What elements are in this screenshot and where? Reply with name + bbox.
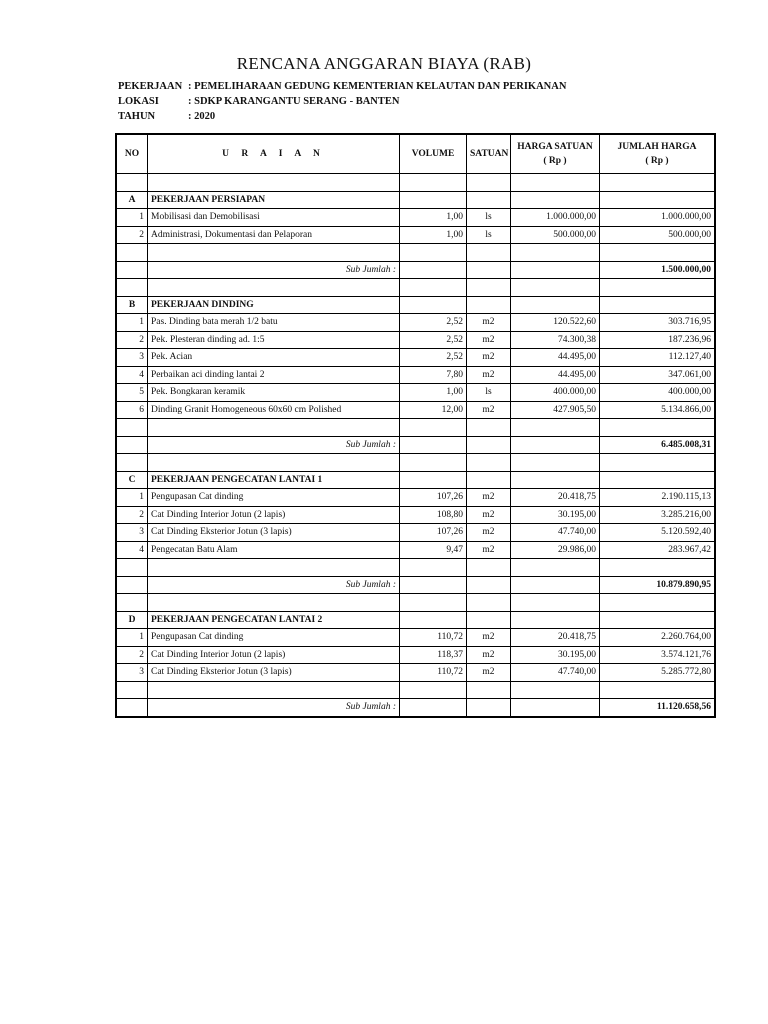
item-no: 6 <box>117 401 148 419</box>
empty-cell <box>148 559 400 577</box>
item-jumlah: 112.127,40 <box>600 349 715 367</box>
item-volume: 2,52 <box>400 314 467 332</box>
item-uraian: Pek. Acian <box>148 349 400 367</box>
empty-cell <box>600 191 715 209</box>
item-no: 2 <box>117 331 148 349</box>
empty-cell <box>511 576 600 594</box>
item-satuan: m2 <box>467 629 511 647</box>
item-volume: 118,37 <box>400 646 467 664</box>
empty-cell <box>467 681 511 699</box>
empty-cell <box>400 559 467 577</box>
spacer-row <box>117 244 715 262</box>
empty-cell <box>400 174 467 192</box>
item-uraian: Pengupasan Cat dinding <box>148 489 400 507</box>
item-no: 2 <box>117 506 148 524</box>
item-jumlah: 347.061,00 <box>600 366 715 384</box>
project-info-row <box>118 109 566 124</box>
item-uraian: Pek. Plesteran dinding ad. 1:5 <box>148 331 400 349</box>
item-uraian: Cat Dinding Interior Jotun (2 lapis) <box>148 506 400 524</box>
item-jumlah: 5.285.772,80 <box>600 664 715 682</box>
item-volume: 9,47 <box>400 541 467 559</box>
item-no: 5 <box>117 384 148 402</box>
empty-cell <box>400 279 467 297</box>
item-satuan: m2 <box>467 664 511 682</box>
empty-cell <box>600 611 715 629</box>
item-volume: 2,52 <box>400 349 467 367</box>
item-jumlah: 187.236,96 <box>600 331 715 349</box>
item-uraian: Cat Dinding Eksterior Jotun (3 lapis) <box>148 664 400 682</box>
empty-cell <box>117 174 148 192</box>
subtotal-row <box>117 261 715 279</box>
year-value: : 2020 <box>188 111 216 122</box>
project-label: PEKERJAAN <box>118 81 183 92</box>
item-volume: 1,00 <box>400 384 467 402</box>
table-row <box>117 314 715 332</box>
empty-cell <box>400 296 467 314</box>
empty-cell <box>511 419 600 437</box>
table-row <box>117 209 715 227</box>
empty-cell <box>400 699 467 717</box>
empty-cell <box>400 436 467 454</box>
project-value: : PEMELIHARAAN GEDUNG KEMENTERIAN KELAUTAN DAN PERIKANAN <box>188 81 567 92</box>
header-no: NO <box>117 135 148 174</box>
item-harga: 20.418,75 <box>511 629 600 647</box>
empty-cell <box>400 454 467 472</box>
empty-cell <box>467 261 511 279</box>
table-row <box>117 384 715 402</box>
empty-cell <box>511 191 600 209</box>
empty-cell <box>511 699 600 717</box>
item-uraian: Pengecatan Batu Alam <box>148 541 400 559</box>
empty-cell <box>600 244 715 262</box>
item-satuan: m2 <box>467 314 511 332</box>
empty-cell <box>467 174 511 192</box>
item-volume: 1,00 <box>400 226 467 244</box>
empty-cell <box>600 559 715 577</box>
item-jumlah: 3.285.216,00 <box>600 506 715 524</box>
item-volume: 1,00 <box>400 209 467 227</box>
section-code: B <box>117 296 148 314</box>
table-row <box>117 401 715 419</box>
empty-cell <box>511 471 600 489</box>
table-row <box>117 331 715 349</box>
item-harga: 30.195,00 <box>511 646 600 664</box>
empty-cell <box>148 174 400 192</box>
item-harga: 1.000.000,00 <box>511 209 600 227</box>
spacer-row <box>117 419 715 437</box>
subtotal-row <box>117 576 715 594</box>
item-harga: 74.300,38 <box>511 331 600 349</box>
item-no: 1 <box>117 314 148 332</box>
table-row <box>117 226 715 244</box>
empty-cell <box>400 576 467 594</box>
item-jumlah: 283.967,42 <box>600 541 715 559</box>
item-jumlah: 500.000,00 <box>600 226 715 244</box>
spacer-row <box>117 279 715 297</box>
item-satuan: m2 <box>467 331 511 349</box>
empty-cell <box>400 471 467 489</box>
empty-cell <box>117 594 148 612</box>
item-harga: 427.905,50 <box>511 401 600 419</box>
empty-cell <box>467 244 511 262</box>
header-jumlah <box>600 135 715 174</box>
item-satuan: ls <box>467 384 511 402</box>
empty-cell <box>400 419 467 437</box>
section-code: D <box>117 611 148 629</box>
empty-cell <box>467 576 511 594</box>
item-volume: 110,72 <box>400 629 467 647</box>
budget-table <box>116 134 715 717</box>
page-title: RENCANA ANGGARAN BIAYA (RAB) <box>236 54 532 73</box>
header-jumlah-unit: ( Rp ) <box>645 156 669 166</box>
empty-cell <box>600 594 715 612</box>
item-harga: 20.418,75 <box>511 489 600 507</box>
empty-cell <box>117 681 148 699</box>
item-jumlah: 2.260.764,00 <box>600 629 715 647</box>
item-uraian: Dinding Granit Homogeneous 60x60 cm Polished <box>148 401 400 419</box>
item-harga: 47.740,00 <box>511 664 600 682</box>
item-satuan: m2 <box>467 524 511 542</box>
item-satuan: m2 <box>467 366 511 384</box>
section-name: PEKERJAAN PENGECATAN LANTAI 2 <box>148 611 400 629</box>
item-no: 3 <box>117 524 148 542</box>
table-header-row <box>117 135 715 174</box>
subtotal-value: 11.120.658,56 <box>600 699 715 717</box>
empty-cell <box>148 454 400 472</box>
empty-cell <box>467 454 511 472</box>
table-row <box>117 541 715 559</box>
subtotal-label: Sub Jumlah : <box>148 576 400 594</box>
empty-cell <box>400 191 467 209</box>
subtotal-value: 1.500.000,00 <box>600 261 715 279</box>
empty-cell <box>467 699 511 717</box>
item-satuan: m2 <box>467 489 511 507</box>
item-jumlah: 3.574.121,76 <box>600 646 715 664</box>
item-satuan: m2 <box>467 541 511 559</box>
item-jumlah: 303.716,95 <box>600 314 715 332</box>
table-row <box>117 524 715 542</box>
empty-cell <box>148 419 400 437</box>
empty-cell <box>117 454 148 472</box>
empty-cell <box>467 191 511 209</box>
empty-cell <box>148 279 400 297</box>
item-volume: 107,26 <box>400 524 467 542</box>
header-satuan: SATUAN <box>467 135 511 174</box>
section-row <box>117 191 715 209</box>
section-name: PEKERJAAN DINDING <box>148 296 400 314</box>
empty-cell <box>117 699 148 717</box>
table-row <box>117 664 715 682</box>
item-uraian: Perbaikan aci dinding lantai 2 <box>148 366 400 384</box>
item-harga: 29.986,00 <box>511 541 600 559</box>
table-row <box>117 646 715 664</box>
empty-cell <box>600 174 715 192</box>
empty-cell <box>117 559 148 577</box>
header-uraian: U R A I A N <box>148 135 400 174</box>
table-body <box>117 174 715 717</box>
empty-cell <box>511 454 600 472</box>
item-volume: 110,72 <box>400 664 467 682</box>
item-harga: 30.195,00 <box>511 506 600 524</box>
empty-cell <box>511 296 600 314</box>
item-satuan: m2 <box>467 506 511 524</box>
item-no: 2 <box>117 646 148 664</box>
section-row <box>117 296 715 314</box>
subtotal-row <box>117 436 715 454</box>
empty-cell <box>117 436 148 454</box>
empty-cell <box>600 296 715 314</box>
empty-cell <box>400 594 467 612</box>
table-row <box>117 489 715 507</box>
item-satuan: m2 <box>467 349 511 367</box>
year-label: TAHUN <box>118 111 156 122</box>
empty-cell <box>600 681 715 699</box>
table-row <box>117 366 715 384</box>
empty-cell <box>467 471 511 489</box>
item-uraian: Pas. Dinding bata merah 1/2 batu <box>148 314 400 332</box>
item-jumlah: 5.120.592,40 <box>600 524 715 542</box>
header-volume: VOLUME <box>400 135 467 174</box>
empty-cell <box>467 279 511 297</box>
empty-cell <box>400 244 467 262</box>
item-harga: 44.495,00 <box>511 349 600 367</box>
empty-cell <box>600 454 715 472</box>
empty-cell <box>511 261 600 279</box>
item-satuan: ls <box>467 209 511 227</box>
header-harga-satuan <box>511 135 600 174</box>
item-uraian: Pek. Bongkaran keramik <box>148 384 400 402</box>
item-uraian: Administrasi, Dokumentasi dan Pelaporan <box>148 226 400 244</box>
item-satuan: ls <box>467 226 511 244</box>
spacer-row <box>117 454 715 472</box>
empty-cell <box>600 471 715 489</box>
empty-cell <box>117 261 148 279</box>
item-no: 4 <box>117 366 148 384</box>
empty-cell <box>148 681 400 699</box>
item-no: 4 <box>117 541 148 559</box>
section-name: PEKERJAAN PENGECATAN LANTAI 1 <box>148 471 400 489</box>
empty-cell <box>117 244 148 262</box>
empty-cell <box>400 611 467 629</box>
empty-cell <box>511 279 600 297</box>
empty-cell <box>467 419 511 437</box>
item-uraian: Mobilisasi dan Demobilisasi <box>148 209 400 227</box>
empty-cell <box>511 436 600 454</box>
empty-cell <box>117 419 148 437</box>
subtotal-label: Sub Jumlah : <box>148 699 400 717</box>
empty-cell <box>117 576 148 594</box>
item-uraian: Cat Dinding Interior Jotun (2 lapis) <box>148 646 400 664</box>
section-code: C <box>117 471 148 489</box>
item-jumlah: 2.190.115,13 <box>600 489 715 507</box>
empty-cell <box>467 436 511 454</box>
item-uraian: Pengupasan Cat dinding <box>148 629 400 647</box>
empty-cell <box>400 681 467 699</box>
empty-cell <box>148 594 400 612</box>
table-row <box>117 629 715 647</box>
item-harga: 400.000,00 <box>511 384 600 402</box>
empty-cell <box>511 681 600 699</box>
empty-cell <box>467 611 511 629</box>
item-harga: 47.740,00 <box>511 524 600 542</box>
item-harga: 44.495,00 <box>511 366 600 384</box>
item-satuan: m2 <box>467 646 511 664</box>
item-volume: 107,26 <box>400 489 467 507</box>
subtotal-label: Sub Jumlah : <box>148 261 400 279</box>
item-no: 2 <box>117 226 148 244</box>
item-volume: 12,00 <box>400 401 467 419</box>
item-jumlah: 1.000.000,00 <box>600 209 715 227</box>
item-harga: 500.000,00 <box>511 226 600 244</box>
item-volume: 2,52 <box>400 331 467 349</box>
spacer-row <box>117 559 715 577</box>
empty-cell <box>511 559 600 577</box>
spacer-row <box>117 594 715 612</box>
item-harga: 120.522,60 <box>511 314 600 332</box>
subtotal-label: Sub Jumlah : <box>148 436 400 454</box>
item-no: 3 <box>117 349 148 367</box>
empty-cell <box>148 244 400 262</box>
project-info-row <box>118 94 566 109</box>
location-label: LOKASI <box>118 96 159 107</box>
item-jumlah: 400.000,00 <box>600 384 715 402</box>
empty-cell <box>511 244 600 262</box>
subtotal-value: 10.879.890,95 <box>600 576 715 594</box>
subtotal-value: 6.485.008,31 <box>600 436 715 454</box>
empty-cell <box>600 419 715 437</box>
project-info-row <box>118 79 566 94</box>
item-satuan: m2 <box>467 401 511 419</box>
table-row <box>117 349 715 367</box>
empty-cell <box>511 594 600 612</box>
header-harga-satuan-unit: ( Rp ) <box>543 156 567 166</box>
section-row <box>117 471 715 489</box>
empty-cell <box>467 296 511 314</box>
item-jumlah: 5.134.866,00 <box>600 401 715 419</box>
spacer-row <box>117 681 715 699</box>
empty-cell <box>467 594 511 612</box>
project-info <box>118 79 566 124</box>
empty-cell <box>511 611 600 629</box>
header-jumlah-label: JUMLAH HARGA <box>617 142 697 152</box>
spacer-row <box>117 174 715 192</box>
location-value: : SDKP KARANGANTU SERANG - BANTEN <box>188 96 400 107</box>
section-name: PEKERJAAN PERSIAPAN <box>148 191 400 209</box>
empty-cell <box>600 279 715 297</box>
table-row <box>117 506 715 524</box>
empty-cell <box>511 174 600 192</box>
empty-cell <box>467 559 511 577</box>
item-volume: 7,80 <box>400 366 467 384</box>
item-no: 1 <box>117 209 148 227</box>
section-row <box>117 611 715 629</box>
header-harga-satuan-label: HARGA SATUAN <box>517 142 593 152</box>
item-no: 1 <box>117 629 148 647</box>
item-no: 3 <box>117 664 148 682</box>
item-uraian: Cat Dinding Eksterior Jotun (3 lapis) <box>148 524 400 542</box>
empty-cell <box>117 279 148 297</box>
subtotal-row <box>117 699 715 717</box>
section-code: A <box>117 191 148 209</box>
item-volume: 108,80 <box>400 506 467 524</box>
empty-cell <box>400 261 467 279</box>
item-no: 1 <box>117 489 148 507</box>
